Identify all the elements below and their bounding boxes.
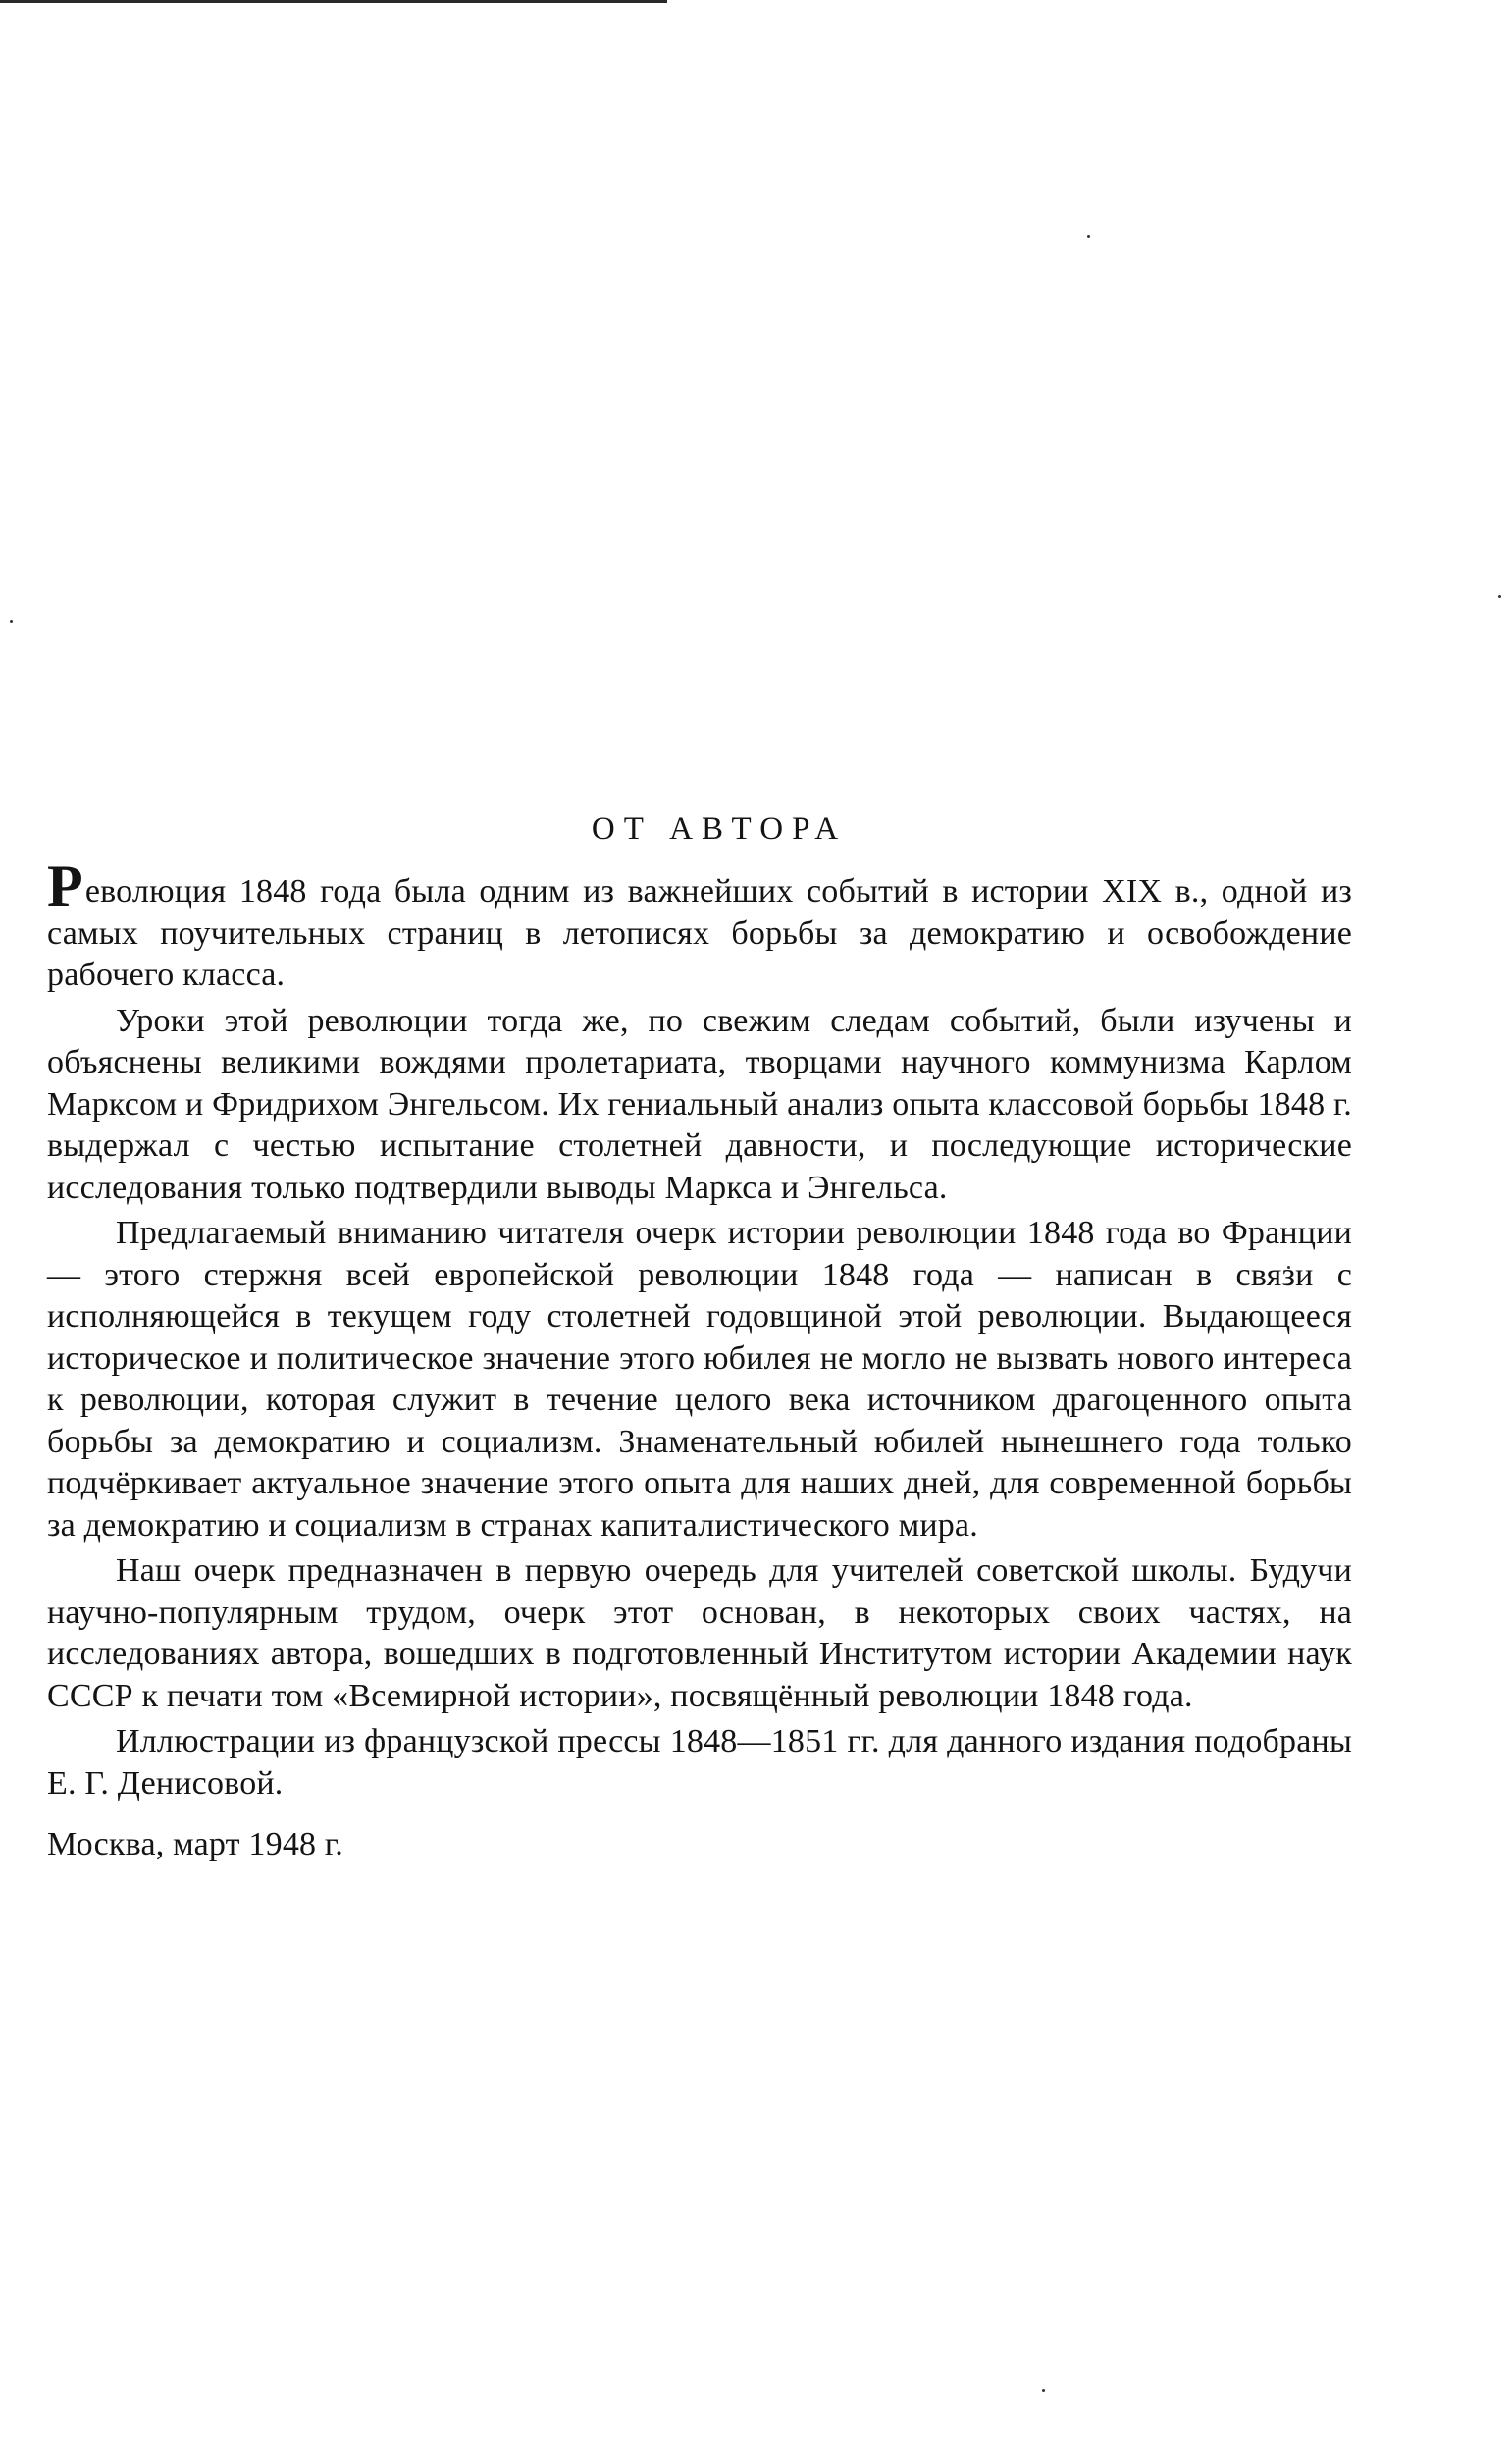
- scan-speck: [1087, 235, 1090, 238]
- scan-speck: [10, 620, 13, 623]
- drop-cap: Р: [47, 854, 83, 918]
- paragraph-3: Предлагаемый вниманию читателя очерк истории революции 1848 года во Франции — этого стержня всей европейской революции 1848 года — написан в связи с исполняющейся в текущем году столетней годовщиной этой революции. Выдающееся историческое и политическое значение этого юбилея не могло не вызвать нового интереса к революции, которая служит в течение целого века источником драгоценного опыта борьбы за демократию и социализм. Знаменательный юбилей нынешнего года только подчёркивает актуальное значение этого опыта для наших дней, для современной борьбы за демократию и социализм в странах капиталистического мира.: [47, 1215, 1352, 1543]
- scan-speck: [1042, 2389, 1045, 2392]
- scan-speck: [1498, 595, 1501, 598]
- signature-place-date: Москва, март 1948 г.: [47, 1826, 343, 1862]
- author-foreword: [47, 807, 1352, 1870]
- scan-edge-line: [0, 0, 667, 3]
- paragraph-2: Уроки этой революции тогда же, по свежим следам событий, были изучены и объяснены великими вождями пролетариата, творцами научного коммунизма Карлом Марксом и Фридрихом Энгельсом. Их гениальный анализ опыта классовой борьбы 1848 г. выдержал с честью испытание столетней давности, и последующие исторические исследования только подтвердили выводы Маркса и Энгельса.: [47, 1002, 1352, 1206]
- page-title: ОТ АВТОРА: [591, 811, 848, 847]
- paragraph-4: Наш очерк предназначен в первую очередь для учителей советской школы. Будучи научно-популярным трудом, очерк этот основан, в некоторых своих частях, на исследованиях автора, вошедших в подготовленный Институтом истории Академии наук СССР к печати том «Всемирной истории», посвящённый революции 1848 года.: [47, 1552, 1352, 1714]
- paragraph-1-text: еволюция 1848 года была одним из важнейших событий в истории XIX в., одной из самых поучительных страниц в летописях борьбы за демократию и освобождение рабочего класса.: [47, 873, 1352, 993]
- paragraph-5: Иллюстрации из французской прессы 1848—1851 гг. для данного издания подобраны Е. Г. Денисовой.: [47, 1723, 1352, 1802]
- paragraph-1: [47, 854, 1352, 997]
